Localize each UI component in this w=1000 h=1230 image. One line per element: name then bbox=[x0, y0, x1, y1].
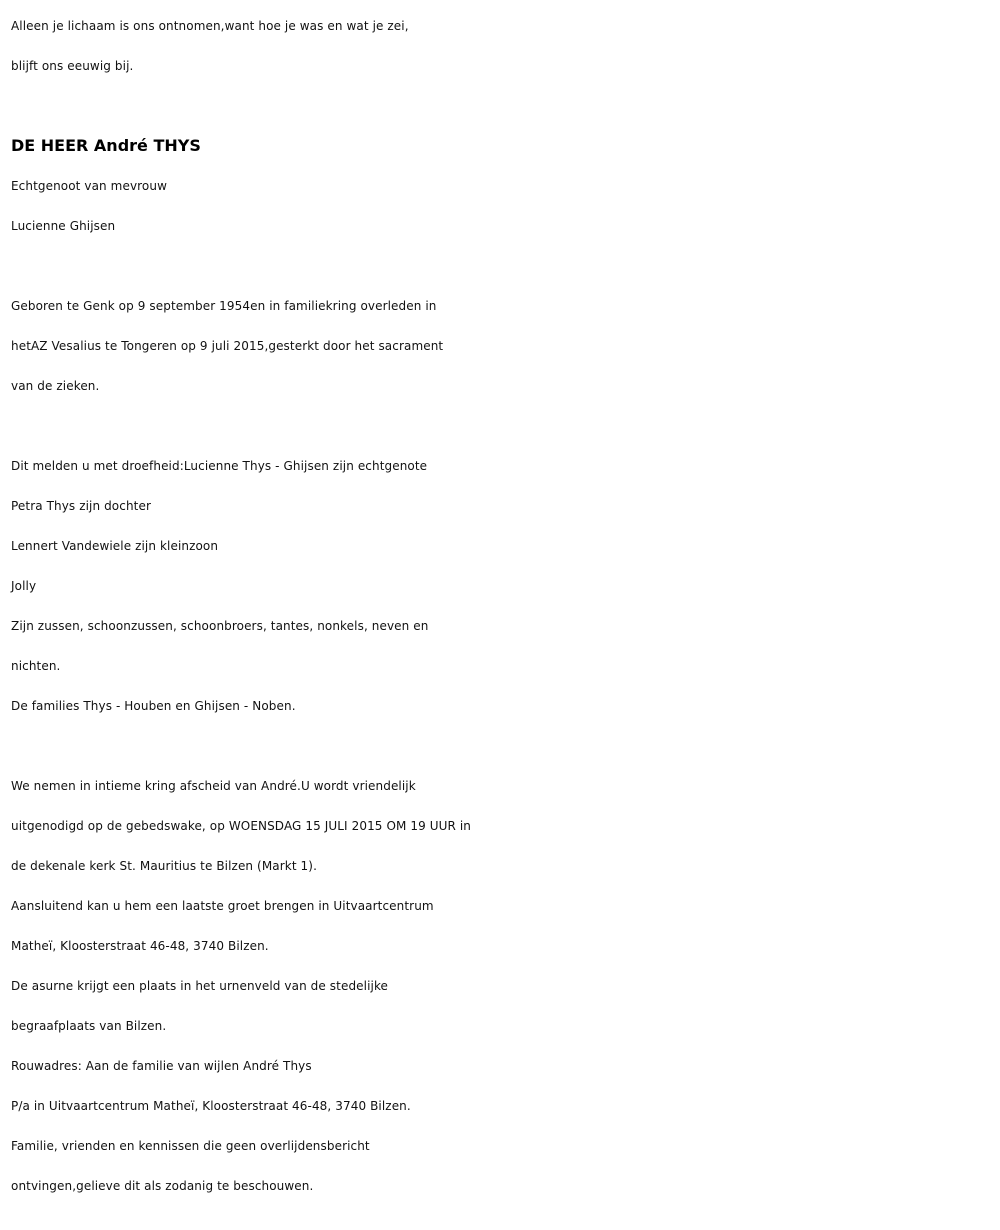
paragraph-line: Matheï, Kloosterstraat 46-48, 3740 Bilzen. bbox=[11, 939, 269, 953]
paragraph-line: hetAZ Vesalius te Tongeren op 9 juli 2015,gesterkt door het sacrament bbox=[11, 339, 444, 353]
paragraph-line: Familie, vrienden en kennissen die geen overlijdensbericht bbox=[11, 1139, 370, 1153]
paragraph-line: De families Thys - Houben en Ghijsen - Noben. bbox=[11, 699, 296, 713]
paragraph-line: We nemen in intieme kring afscheid van André.U wordt vriendelijk bbox=[11, 779, 416, 793]
paragraph-line: Lennert Vandewiele zijn kleinzoon bbox=[11, 539, 219, 553]
paragraph-line: Aansluitend kan u hem een laatste groet brengen in Uitvaartcentrum bbox=[11, 899, 434, 913]
paragraph-line: Rouwadres: Aan de familie van wijlen André Thys bbox=[11, 1059, 312, 1073]
paragraph-line: Geboren te Genk op 9 september 1954en in familiekring overleden in bbox=[11, 299, 437, 313]
paragraph-line: begraafplaats van Bilzen. bbox=[11, 1019, 167, 1033]
spouse-line: Lucienne Ghijsen bbox=[11, 219, 116, 233]
paragraph-line: Petra Thys zijn dochter bbox=[11, 499, 151, 513]
paragraph-line: van de zieken. bbox=[11, 379, 100, 393]
paragraph-line: Jolly bbox=[11, 579, 37, 593]
birth-death-paragraph bbox=[11, 286, 996, 406]
motto bbox=[11, 6, 996, 86]
paragraph-line: nichten. bbox=[11, 659, 61, 673]
paragraph-line: De asurne krijgt een plaats in het urnenveld van de stedelijke bbox=[11, 979, 389, 993]
motto-line: Alleen je lichaam is ons ontnomen,want hoe je was en wat je zei, bbox=[11, 19, 409, 33]
paragraph-line: de dekenale kerk St. Mauritius te Bilzen (Markt 1). bbox=[11, 859, 317, 873]
spouse-line: Echtgenoot van mevrouw bbox=[11, 179, 167, 193]
paragraph-line: P/a in Uitvaartcentrum Matheï, Kloosterstraat 46-48, 3740 Bilzen. bbox=[11, 1099, 411, 1113]
paragraph-line: Dit melden u met droefheid:Lucienne Thys - Ghijsen zijn echtgenote bbox=[11, 459, 428, 473]
spacer bbox=[11, 726, 996, 766]
obituary-document bbox=[11, 6, 996, 1206]
spouse-info bbox=[11, 166, 996, 246]
motto-line: blijft ons eeuwig bij. bbox=[11, 59, 134, 73]
family-announcement bbox=[11, 446, 996, 726]
paragraph-line: ontvingen,gelieve dit als zodanig te beschouwen. bbox=[11, 1179, 314, 1193]
deceased-name-heading: DE HEER André THYS bbox=[11, 136, 201, 155]
paragraph-line: Zijn zussen, schoonzussen, schoonbroers, tantes, nonkels, neven en bbox=[11, 619, 429, 633]
spacer bbox=[11, 406, 996, 446]
spacer bbox=[11, 246, 996, 286]
paragraph-line: uitgenodigd op de gebedswake, op WOENSDAG 15 JULI 2015 OM 19 UUR in bbox=[11, 819, 472, 833]
ceremony-details bbox=[11, 766, 996, 1206]
